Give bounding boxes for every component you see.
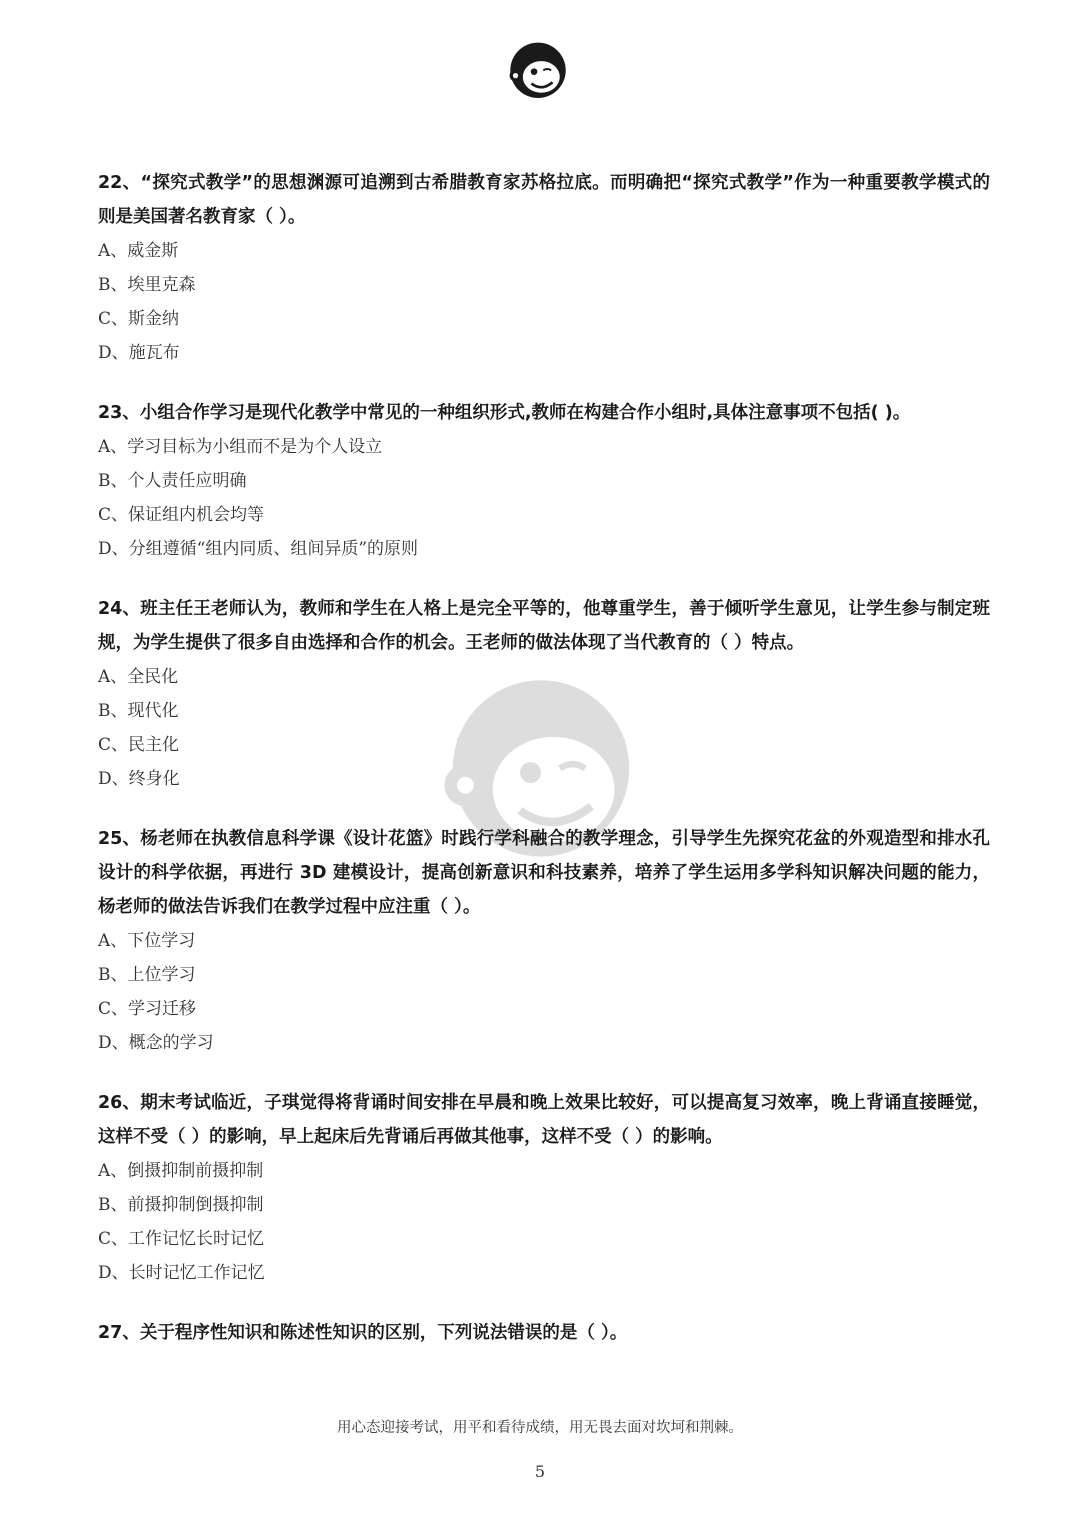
question-24 xyxy=(98,592,990,796)
monkey-mascot-icon xyxy=(503,36,573,102)
question-26 xyxy=(98,1086,990,1290)
question-stem: 24、班主任王老师认为，教师和学生在人格上是完全平等的，他尊重学生，善于倾听学生意见，让学生参与制定班规，为学生提供了很多自由选择和合作的机会。王老师的做法体现了当代教育的（ ）特点。 xyxy=(98,599,990,653)
option-b: B、埃里克森 xyxy=(98,275,196,295)
page-number: 5 xyxy=(534,1462,546,1481)
option-list xyxy=(98,924,990,1060)
question-25 xyxy=(98,822,990,1060)
question-stem: 23、小组合作学习是现代化教学中常见的一种组织形式,教师在构建合作小组时,具体注意事项不包括( )。 xyxy=(98,403,911,423)
footer-motto: 用心态迎接考试，用平和看待成绩，用无畏去面对坎坷和荆棘。 xyxy=(337,1420,743,1436)
question-stem: 25、杨老师在执教信息科学课《设计花篮》时践行学科融合的教学理念，引导学生先探究花盆的外观造型和排水孔设计的科学依据，再进行 3D 建模设计，提高创新意识和科技素养，培养了学生运用多学科知识解决问题的能力，杨老师的做法告诉我们在教学过程中应注重（ ）。 xyxy=(98,829,990,917)
option-list xyxy=(98,660,990,796)
question-stem: 22、“探究式教学”的思想渊源可追溯到古希腊教育家苏格拉底。而明确把“探究式教学”作为一种重要教学模式的则是美国著名教育家（ ）。 xyxy=(98,173,990,227)
option-a: A、下位学习 xyxy=(98,931,196,951)
option-c: C、保证组内机会均等 xyxy=(98,505,265,525)
question-27 xyxy=(98,1316,990,1350)
option-d: D、概念的学习 xyxy=(98,1033,214,1053)
option-list xyxy=(98,234,990,370)
option-list xyxy=(98,430,990,566)
option-b: B、现代化 xyxy=(98,701,179,721)
option-b: B、上位学习 xyxy=(98,965,196,985)
question-stem: 27、关于程序性知识和陈述性知识的区别，下列说法错误的是（ ）。 xyxy=(98,1323,628,1343)
option-d: D、终身化 xyxy=(98,769,180,789)
option-a: A、学习目标为小组而不是为个人设立 xyxy=(98,437,383,457)
option-c: C、斯金纳 xyxy=(98,309,180,329)
option-b: B、前摄抑制倒摄抑制 xyxy=(98,1195,264,1215)
option-list xyxy=(98,1154,990,1290)
option-c: C、学习迁移 xyxy=(98,999,197,1019)
option-c: C、工作记忆长时记忆 xyxy=(98,1229,265,1249)
option-a: A、倒摄抑制前摄抑制 xyxy=(98,1161,264,1181)
option-d: D、施瓦布 xyxy=(98,343,180,363)
header-logo xyxy=(503,36,573,102)
question-22 xyxy=(98,166,990,370)
option-b: B、个人责任应明确 xyxy=(98,471,247,491)
option-c: C、民主化 xyxy=(98,735,180,755)
option-a: A、全民化 xyxy=(98,667,179,687)
option-d: D、长时记忆工作记忆 xyxy=(98,1263,265,1283)
option-d: D、分组遵循“组内同质、组间异质”的原则 xyxy=(98,539,419,559)
option-a: A、威金斯 xyxy=(98,241,179,261)
question-23 xyxy=(98,396,990,566)
question-stem: 26、期末考试临近，子琪觉得将背诵时间安排在早晨和晚上效果比较好，可以提高复习效率，晚上背诵直接睡觉，这样不受（ ）的影响，早上起床后先背诵后再做其他事，这样不受（ ）的影响。 xyxy=(98,1093,990,1147)
question-list xyxy=(98,166,990,1376)
